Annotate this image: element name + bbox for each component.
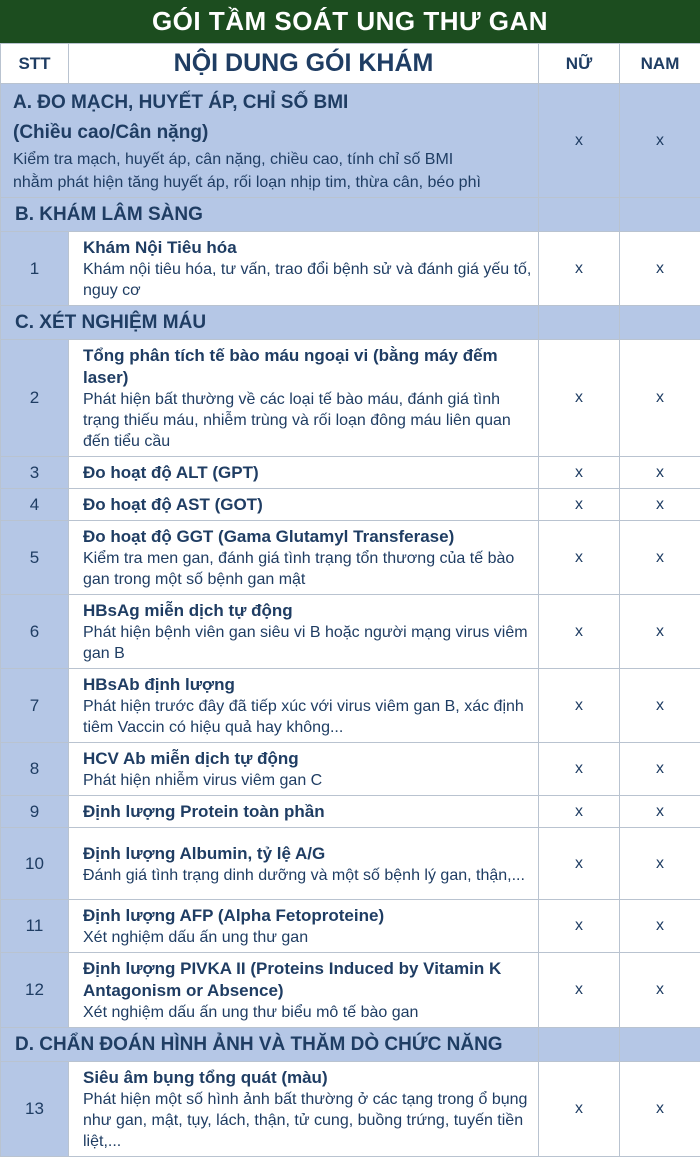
section-a-female-mark: x — [539, 84, 620, 198]
table-row — [1, 1062, 700, 1157]
female-mark: x — [539, 521, 620, 595]
male-mark: x — [620, 743, 700, 796]
row-content — [69, 900, 539, 953]
page-title: GÓI TẦM SOÁT UNG THƯ GAN — [0, 0, 700, 43]
item-title: HCV Ab miễn dịch tự động — [83, 748, 532, 770]
row-number: 8 — [1, 743, 69, 796]
row-content — [69, 340, 539, 457]
header-content: NỘI DUNG GÓI KHÁM — [69, 44, 539, 84]
item-description: Phát hiện bệnh viên gan siêu vi B hoặc người mạng virus viêm gan B — [83, 622, 532, 664]
item-title: Tổng phân tích tế bào máu ngoại vi (bằng máy đếm laser) — [83, 345, 532, 389]
table-row — [1, 669, 700, 743]
male-mark: x — [620, 340, 700, 457]
male-mark: x — [620, 796, 700, 828]
sectionC-empty-cell — [620, 306, 700, 340]
row-content — [69, 489, 539, 521]
row-number: 12 — [1, 953, 69, 1028]
section-a-desc-line2: nhằm phát hiện tăng huyết áp, rối loạn nhịp tim, thừa cân, béo phì — [13, 171, 534, 194]
table-row — [1, 796, 700, 828]
row-content — [69, 521, 539, 595]
sectionB-empty-cell — [539, 198, 620, 232]
item-title: Khám Nội Tiêu hóa — [83, 237, 532, 259]
header-stt: STT — [1, 44, 69, 84]
item-description: Xét nghiệm dấu ấn ung thư biểu mô tế bào gan — [83, 1002, 532, 1023]
sectionD-title: D. CHẨN ĐOÁN HÌNH ẢNH VÀ THĂM DÒ CHỨC NĂNG — [1, 1028, 539, 1062]
female-mark: x — [539, 796, 620, 828]
item-title: Định lượng Protein toàn phần — [83, 801, 532, 823]
row-number: 13 — [1, 1062, 69, 1157]
male-mark: x — [620, 521, 700, 595]
male-mark: x — [620, 953, 700, 1028]
item-title: Định lượng AFP (Alpha Fetoproteine) — [83, 905, 532, 927]
row-number: 2 — [1, 340, 69, 457]
row-content — [69, 232, 539, 306]
female-mark: x — [539, 669, 620, 743]
female-mark: x — [539, 743, 620, 796]
row-number: 4 — [1, 489, 69, 521]
item-description: Phát hiện trước đây đã tiếp xúc với virus viêm gan B, xác định tiêm Vaccin có hiệu quả hay không... — [83, 696, 532, 738]
row-content — [69, 743, 539, 796]
item-description: Xét nghiệm dấu ấn ung thư gan — [83, 927, 532, 948]
section-a-row — [1, 84, 700, 198]
table-row — [1, 489, 700, 521]
sectionC-title: C. XÉT NGHIỆM MÁU — [1, 306, 539, 340]
sectionB-title: B. KHÁM LÂM SÀNG — [1, 198, 539, 232]
row-content — [69, 796, 539, 828]
item-title: HBsAb định lượng — [83, 674, 532, 696]
female-mark: x — [539, 1062, 620, 1157]
item-description: Khám nội tiêu hóa, tư vấn, trao đổi bệnh sử và đánh giá yếu tố, nguy cơ — [83, 259, 532, 301]
sectionD-empty-cell — [539, 1028, 620, 1062]
table-row — [1, 828, 700, 900]
row-number: 1 — [1, 232, 69, 306]
item-title: Định lượng PIVKA II (Proteins Induced by Vitamin K Antagonism or Absence) — [83, 958, 532, 1002]
male-mark: x — [620, 669, 700, 743]
item-description: Phát hiện nhiễm virus viêm gan C — [83, 770, 532, 791]
row-number: 5 — [1, 521, 69, 595]
row-number: 9 — [1, 796, 69, 828]
table-row — [1, 595, 700, 669]
female-mark: x — [539, 828, 620, 900]
header-female: NỮ — [539, 44, 620, 84]
item-title: Định lượng Albumin, tỷ lệ A/G — [83, 843, 532, 865]
table-row — [1, 743, 700, 796]
item-description: Phát hiện bất thường về các loại tế bào máu, đánh giá tình trạng thiếu máu, nhiễm trùng và rối loạn đông máu liên quan đến tiểu cầu — [83, 389, 532, 452]
item-title: Đo hoạt độ ALT (GPT) — [83, 462, 532, 484]
female-mark: x — [539, 953, 620, 1028]
female-mark: x — [539, 900, 620, 953]
row-content — [69, 1062, 539, 1157]
sectionD-row — [1, 1028, 700, 1062]
section-a-cell — [1, 84, 539, 198]
sectionC-empty-cell — [539, 306, 620, 340]
male-mark: x — [620, 1062, 700, 1157]
sectionD-empty-cell — [620, 1028, 700, 1062]
item-title: HBsAg miễn dịch tự động — [83, 600, 532, 622]
row-content — [69, 457, 539, 489]
row-content — [69, 953, 539, 1028]
row-number: 7 — [1, 669, 69, 743]
male-mark: x — [620, 489, 700, 521]
table-row — [1, 900, 700, 953]
female-mark: x — [539, 489, 620, 521]
item-title: Đo hoạt độ GGT (Gama Glutamyl Transferase) — [83, 526, 532, 548]
row-number: 3 — [1, 457, 69, 489]
item-description: Kiểm tra men gan, đánh giá tình trạng tổn thương của tế bào gan trong một số bệnh gan mật — [83, 548, 532, 590]
row-content — [69, 669, 539, 743]
female-mark: x — [539, 340, 620, 457]
section-a-desc-line1: Kiểm tra mạch, huyết áp, cân nặng, chiều cao, tính chỉ số BMI — [13, 148, 534, 171]
male-mark: x — [620, 900, 700, 953]
female-mark: x — [539, 595, 620, 669]
female-mark: x — [539, 457, 620, 489]
row-content — [69, 828, 539, 900]
package-table — [0, 43, 700, 1157]
sectionB-empty-cell — [620, 198, 700, 232]
row-number: 11 — [1, 900, 69, 953]
table-row — [1, 457, 700, 489]
male-mark: x — [620, 232, 700, 306]
table-row — [1, 953, 700, 1028]
male-mark: x — [620, 457, 700, 489]
section-a-subtitle: (Chiều cao/Cân nặng) — [13, 118, 534, 148]
section-a-male-mark: x — [620, 84, 700, 198]
table-row — [1, 340, 700, 457]
item-description: Đánh giá tình trạng dinh dưỡng và một số bệnh lý gan, thận,... — [83, 865, 532, 886]
section-a-title: A. ĐO MẠCH, HUYẾT ÁP, CHỈ SỐ BMI — [13, 88, 534, 118]
table-row — [1, 521, 700, 595]
item-title: Siêu âm bụng tổng quát (màu) — [83, 1067, 532, 1089]
row-content — [69, 595, 539, 669]
item-title: Đo hoạt độ AST (GOT) — [83, 494, 532, 516]
header-male: NAM — [620, 44, 700, 84]
male-mark: x — [620, 828, 700, 900]
sectionB-row — [1, 198, 700, 232]
row-number: 6 — [1, 595, 69, 669]
table-row — [1, 232, 700, 306]
row-number: 10 — [1, 828, 69, 900]
header-row — [1, 44, 700, 84]
sectionC-row — [1, 306, 700, 340]
male-mark: x — [620, 595, 700, 669]
item-description: Phát hiện một số hình ảnh bất thường ở các tạng trong ổ bụng như gan, mật, tụy, lách, thận, tử cung, buồng trứng, tuyến tiền liệt,... — [83, 1089, 532, 1152]
female-mark: x — [539, 232, 620, 306]
